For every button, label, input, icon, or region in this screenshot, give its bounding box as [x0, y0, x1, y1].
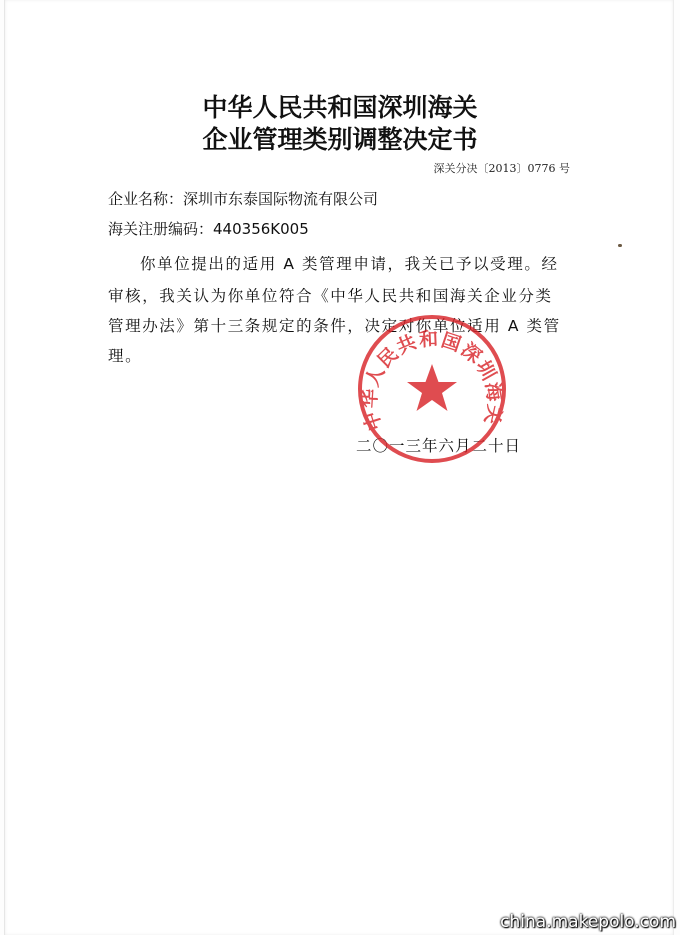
watermark: china.makepolo.com — [500, 912, 676, 932]
body-line-2: 审核，我关认为你单位符合《中华人民共和国海关企业分类 — [108, 287, 553, 305]
seal-text: 中华人民共和国深圳海关 — [358, 328, 506, 434]
paper-speck — [618, 244, 622, 247]
company-name: 深圳市东泰国际物流有限公司 — [183, 190, 379, 208]
body-line-1: 你单位提出的适用 A 类管理申请，我关已予以受理。经 — [140, 255, 559, 273]
document-number: 深关分决〔2013〕0776 号 — [433, 162, 570, 175]
document-title-line2: 企业管理类别调整决定书 — [202, 125, 478, 154]
registration-field — [108, 218, 309, 239]
company-field — [108, 188, 378, 209]
registration-label: 海关注册编码： — [108, 220, 214, 238]
official-seal — [355, 312, 509, 466]
body-line-4: 理。 — [108, 347, 143, 365]
body-line-3: 管理办法》第十三条规定的条件，决定对你单位适用 A 类管 — [108, 317, 561, 335]
document-title-line1: 中华人民共和国深圳海关 — [202, 93, 478, 122]
registration-code: 440356K005 — [213, 220, 309, 238]
seal-star-icon — [407, 364, 457, 411]
company-label: 企业名称： — [108, 190, 184, 208]
issue-date: 二〇一三年六月二十日 — [356, 437, 522, 455]
